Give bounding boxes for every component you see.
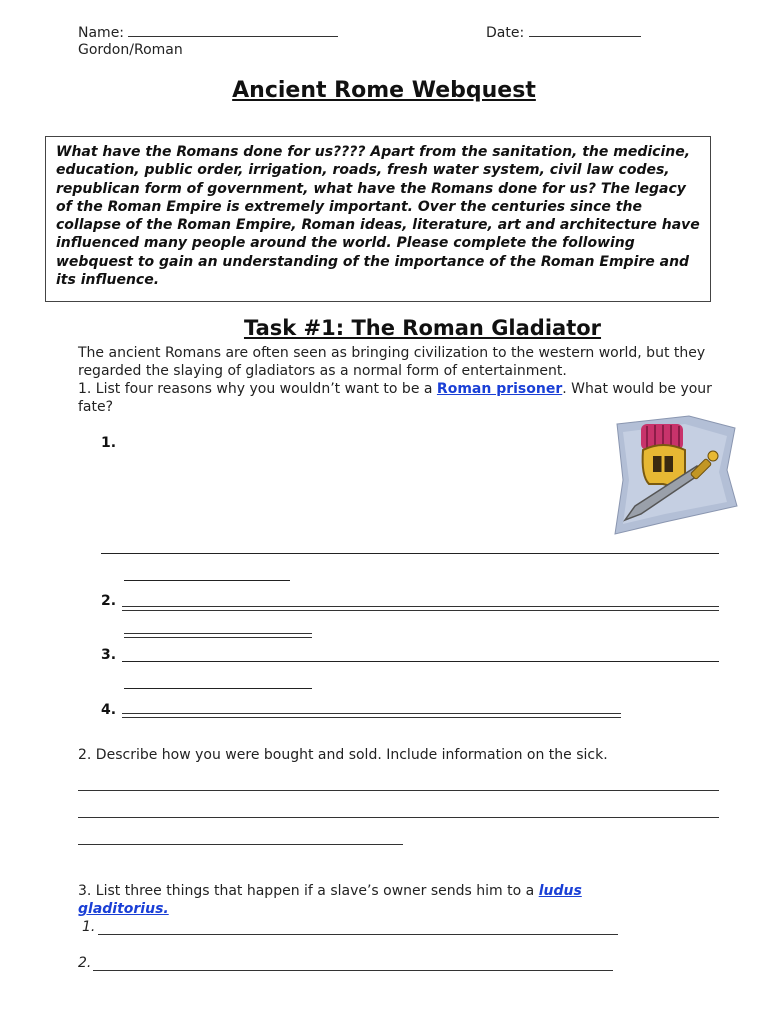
question-1-text: 1. List four reasons why you wouldn’t want to be a: [78, 381, 437, 397]
question-3: [78, 882, 638, 918]
answer-2-line[interactable]: [122, 606, 719, 611]
q3-answer-1-number: 1.: [82, 919, 96, 935]
date-field: [486, 24, 641, 42]
name-label: Name:: [78, 25, 125, 41]
name-blank[interactable]: [128, 24, 338, 37]
question-2: 2. Describe how you were bought and sold. Include information on the sick.: [78, 747, 608, 763]
intro-box: [45, 136, 711, 302]
gladiator-clipart: [605, 410, 740, 538]
answer-3-line-cont[interactable]: [124, 688, 312, 689]
name-field: [78, 24, 338, 42]
answer-2-number: 2.: [101, 593, 117, 609]
answer-2-line-cont[interactable]: [124, 633, 312, 638]
task-paragraph: The ancient Romans are often seen as bringing civilization to the western world, but they regarded the slaying of gladiators as a normal form of entertainment.: [78, 345, 706, 379]
q3-answer-2-line[interactable]: [93, 970, 613, 971]
answer-1-line-cont[interactable]: [124, 580, 290, 581]
answer-4-number: 4.: [101, 702, 117, 718]
question-2-line-2[interactable]: [78, 817, 719, 818]
q3-answer-1-line[interactable]: [98, 934, 618, 935]
question-1-suffix: . What would be your fate?: [78, 381, 712, 415]
date-label: Date:: [486, 25, 525, 41]
task-heading: Task #1: The Roman Gladiator: [243, 316, 602, 340]
date-blank[interactable]: [529, 24, 641, 37]
teacher-name: Gordon/Roman: [78, 42, 183, 58]
page-title: Ancient Rome Webquest: [232, 78, 536, 103]
answer-1-number: 1.: [101, 435, 117, 451]
question-2-line-3[interactable]: [78, 844, 403, 845]
answer-3-number: 3.: [101, 647, 117, 663]
ludus-gladitorius-link[interactable]: ludus gladitorius.: [78, 883, 582, 917]
q3-answer-2-number: 2.: [78, 955, 92, 971]
question-3-text: 3. List three things that happen if a slave’s owner sends him to a: [78, 883, 539, 899]
answer-3-line[interactable]: [122, 661, 719, 662]
answer-1-line[interactable]: [101, 553, 719, 554]
roman-prisoner-link[interactable]: Roman prisoner: [436, 381, 563, 397]
question-2-line-1[interactable]: [78, 790, 719, 791]
intro-text: What have the Romans done for us???? Apart from the sanitation, the medicine, education, public order, irrigation, roads, fresh water system, civil law codes, republican form of government, what have the Romans done for us? The legacy of the Roman Empire is extremely important. Over the centuries since the collapse of the Roman Empire, Roman ideas, literature, art and architecture have influenced many people around the world. Please complete the following webquest to gain an understanding of the importance of the Roman Empire and its influence.: [56, 144, 700, 289]
answer-4-line[interactable]: [122, 713, 621, 718]
gladiator-helmet-sword-icon: [605, 410, 740, 538]
